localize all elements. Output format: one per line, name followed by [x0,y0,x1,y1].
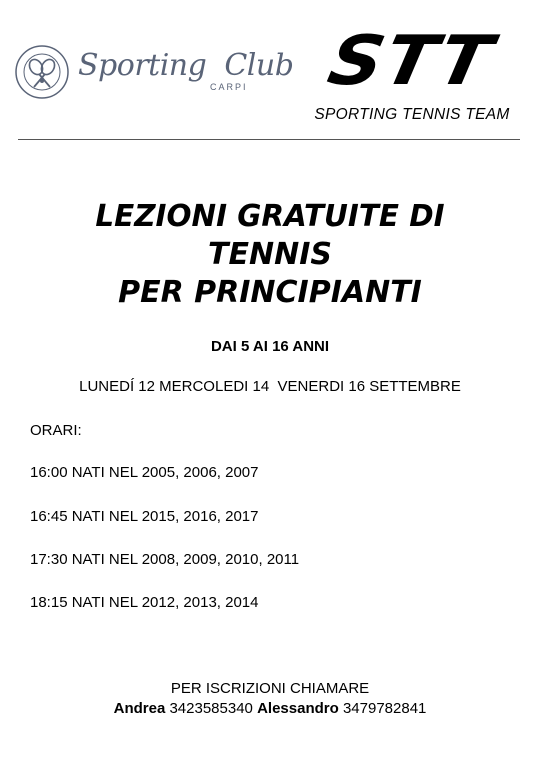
contact-phone-andrea: 3423585340 [169,700,253,717]
title-line-2: TENNIS [208,237,332,272]
header [0,0,540,142]
header-divider [18,139,520,140]
title-line-1: LEZIONI GRATUITE DI [95,199,445,234]
stt-subtitle: SPORTING TENNIS TEAM [314,106,510,123]
stt-mark: STT [321,21,501,101]
page-title [0,198,540,312]
club-name-word1: Sporting [78,48,207,83]
contact-name-andrea: Andrea [113,700,166,717]
stt-logo [306,21,516,126]
tennis-rackets-seal-icon [14,44,70,100]
registration-call-text: PER ISCRIZIONI CHIAMARE [170,680,370,697]
contact-name-alessandro: Alessandro [257,700,339,717]
lesson-days: LUNEDÍ 12 MERCOLEDI 14 VENERDI 16 SETTEMBRE [79,378,461,395]
club-name-word2: Club [224,48,294,83]
schedule-label: ORARI: [30,422,82,439]
club-name-script [78,48,293,83]
contact-line [0,700,540,717]
schedule-row: 18:15 NATI NEL 2012, 2013, 2014 [30,594,259,611]
contact-footer [0,680,540,717]
contact-phone-alessandro: 3479782841 [342,700,427,717]
schedule-row: 16:45 NATI NEL 2015, 2016, 2017 [30,508,259,525]
schedule-row: 16:00 NATI NEL 2005, 2006, 2007 [30,464,259,481]
title-line-3: PER PRINCIPIANTI [118,275,422,310]
age-range: DAI 5 AI 16 ANNI [210,338,330,355]
sporting-club-logo [14,44,294,104]
club-city: CARPI [210,82,248,92]
schedule-row: 17:30 NATI NEL 2008, 2009, 2010, 2011 [30,551,300,568]
